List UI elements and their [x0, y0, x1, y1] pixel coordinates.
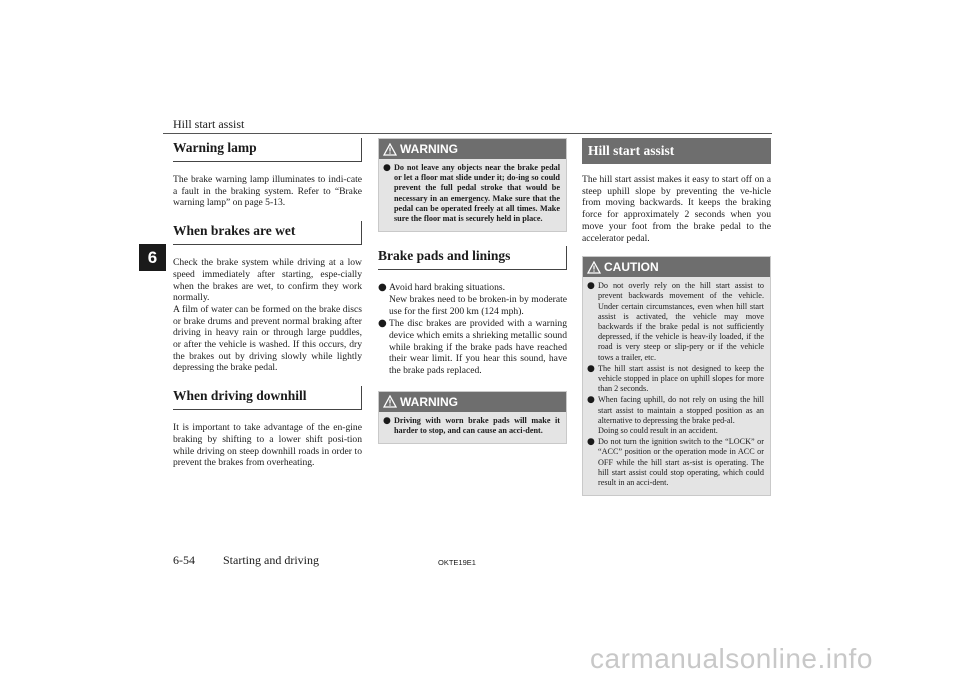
running-header: Hill start assist: [173, 117, 245, 131]
brakes-wet-text: [173, 257, 362, 374]
paragraph: It is important to take advantage of the en-gine braking by shifting to a lower shift posi-tion while driving on steep downhill roads in order to prevent the brakes from overheating.: [173, 422, 362, 469]
caution-text: Do not overly rely on the hill start assist to prevent backwards movement of the vehicle. Under certain circumstances, even when hill start assist is activated, the vehicle may move backwards if the brake pedal is not sufficiently depressed, if the vehicle is heav-ily loaded, if the road is very steep or slip-pery or if the vehicle tows a trailer, etc.: [598, 281, 764, 362]
list-item: [378, 318, 567, 377]
caution-line: When facing uphill, do not rely on using the hill start assist to maintain a stopped position as an alternative to depressing the brake ped-al.: [598, 395, 764, 425]
list-item-text: [389, 282, 567, 317]
caution-triangle-icon: [587, 261, 601, 274]
paragraph: Check the brake system while driving at a low speed immediately after starting, espe-cially when the brakes are wet, to confirm they work normally.: [173, 257, 362, 304]
list-item-text: The disc brakes are provided with a warning device which emits a shrieking metallic sound while braking if the brake pads have reached their wear limit. If you hear this sound, have the brake pads replaced.: [389, 318, 567, 377]
chapter-tab: 6: [139, 244, 166, 271]
bullet-icon: ●: [383, 163, 391, 173]
footer-chapter-title: Starting and driving: [223, 553, 319, 567]
watermark: carmanualsonline.info: [590, 643, 873, 674]
warning-box-worn-pads: [378, 391, 567, 444]
brake-pads-list: [378, 282, 567, 377]
warning-label: WARNING: [400, 394, 458, 409]
bullet-icon: ●: [587, 363, 595, 374]
heading-hill-start-assist: Hill start assist: [582, 138, 771, 164]
caution-text: [598, 395, 764, 436]
bullet-icon: ●: [378, 318, 387, 330]
page-number: 6-54: [173, 553, 195, 567]
warning-header: [379, 139, 566, 159]
column-left: [173, 138, 362, 481]
bullet-icon: ●: [587, 395, 595, 406]
warning-triangle-icon: [383, 143, 397, 156]
caution-header: [583, 257, 770, 277]
bullet-icon: ●: [378, 282, 387, 294]
list-item: [587, 364, 764, 395]
warning-label: WARNING: [400, 142, 458, 156]
paragraph: The hill start assist makes it easy to start off on a steep uphill slope by preventing the ve-hicle from moving backwards. It keeps the braking force for approximately 2 seconds when you move your foot from the brake pedal to the accelerator pedal.: [582, 174, 771, 244]
caution-text: Do not turn the ignition switch to the “LOCK” or “ACC” position or the operation mode in ACC or OFF while the hill start as-sist is operating. The hill start assist could stop operating, which could result in an acci-dent.: [598, 437, 764, 488]
heading-brakes-wet: When brakes are wet: [173, 221, 362, 245]
warning-text: Do not leave any objects near the brake pedal or let a floor mat slide under it; do-ing so could prevent the full pedal stroke that would be necessary in an emergency. Make sure that the pedal can be operated freely at all times. Make sure the floor mat is securely held in place.: [394, 163, 560, 224]
list-item: [383, 416, 560, 436]
heading-warning-lamp: Warning lamp: [173, 138, 362, 162]
list-item: [587, 281, 764, 363]
document-code: OKTE19E1: [438, 558, 476, 567]
heading-driving-downhill: When driving downhill: [173, 386, 362, 410]
warning-box-floor-mat: [378, 138, 567, 232]
column-right: [582, 138, 771, 510]
paragraph: The brake warning lamp illuminates to indi-cate a fault in the braking system. Refer to “Brake warning lamp” on page 5-13.: [173, 174, 362, 209]
warning-header: [379, 392, 566, 412]
bullet-icon: ●: [587, 281, 595, 292]
list-item: [378, 282, 567, 317]
hill-start-intro: [582, 174, 771, 244]
caution-box: [582, 256, 771, 496]
caution-label: CAUTION: [604, 260, 659, 275]
list-item: [587, 437, 764, 488]
list-item: [587, 395, 764, 436]
heading-brake-pads: Brake pads and linings: [378, 246, 567, 270]
column-middle: [378, 138, 567, 458]
bullet-icon: ●: [383, 415, 391, 426]
warning-lamp-text: [173, 174, 362, 209]
warning-text: Driving with worn brake pads will make it harder to stop, and can cause an acci-dent.: [394, 415, 560, 436]
list-item: [383, 163, 560, 224]
warning-triangle-icon: [383, 395, 397, 408]
caution-text: The hill start assist is not designed to keep the vehicle stopped in place on uphill slopes for more than 2 seconds.: [598, 363, 764, 394]
caution-line: Doing so could result in an accident.: [598, 426, 718, 436]
list-item-line: New brakes need to be broken-in by moderate use for the first 200 km (124 mph).: [389, 293, 567, 317]
header-rule: [163, 133, 772, 134]
list-item-line: Avoid hard braking situations.: [389, 282, 505, 294]
downhill-text: [173, 422, 362, 469]
bullet-icon: ●: [587, 437, 595, 448]
paragraph: A film of water can be formed on the brake discs or brake drums and prevent normal braking after driving in heavy rain or through large puddles, or after the vehicle is washed. If this occurs, dry the brakes out by driving slowly while lightly depressing the brake pedal.: [173, 303, 362, 374]
